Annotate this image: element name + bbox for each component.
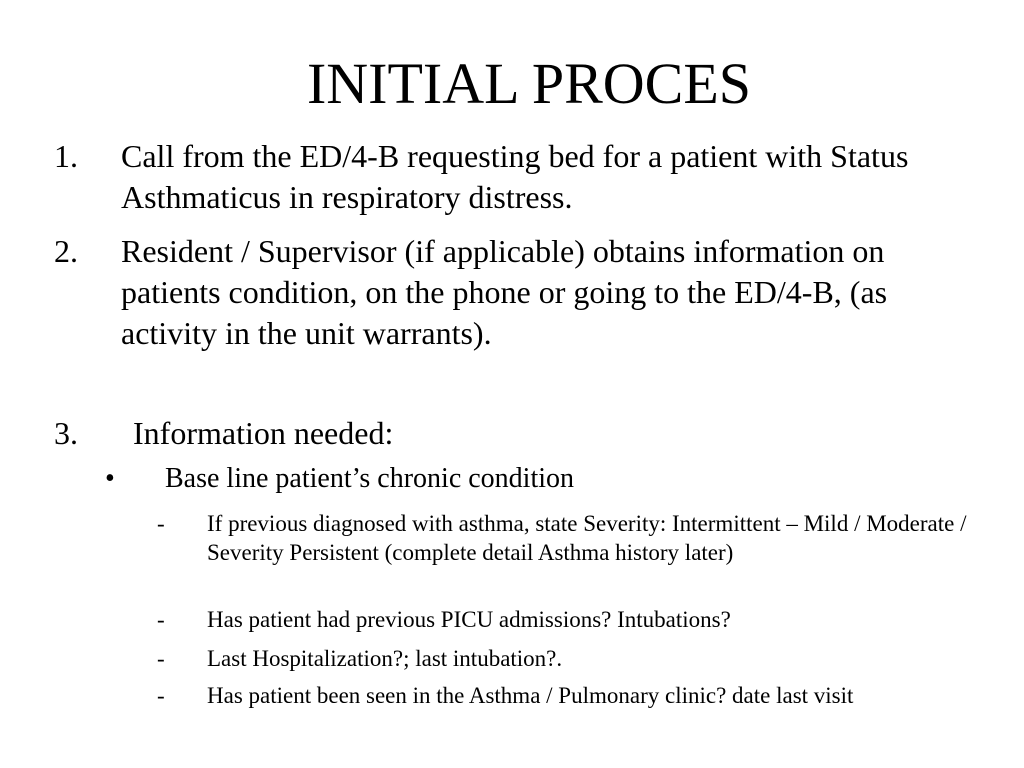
dash-marker: - [157,607,165,632]
dash-marker: - [157,683,165,708]
dash-marker: - [157,646,165,671]
list-marker: 3. [54,415,78,451]
list-marker: 1. [54,138,78,174]
detail-item-text: Has patient had previous PICU admissions? Intubations? [207,607,731,632]
detail-item-text: If previous diagnosed with asthma, state Severity: Intermittent – Mild / Moderate / Severity Persistent (complete detail Asthma history later) [207,511,967,565]
dash-marker: - [157,511,165,536]
slide-title: INITIAL PROCES [306,51,752,116]
list-marker: 2. [54,233,78,269]
list-item-text: Resident / Supervisor (if applicable) obtains information on patients condition, on the phone or going to the ED/4-B, (as activity in the unit warrants). [121,233,888,351]
list-item-text: Information needed: [133,415,394,451]
detail-item-text: Has patient been seen in the Asthma / Pulmonary clinic? date last visit [207,683,854,708]
detail-item-text: Last Hospitalization?; last intubation?. [207,646,563,671]
list-item-text: Call from the ED/4-B requesting bed for a patient with Status Asthmaticus in respiratory distress. [121,138,909,215]
sub-list-item-text: Base line patient’s chronic condition [165,463,575,494]
bullet-marker: • [105,463,115,494]
